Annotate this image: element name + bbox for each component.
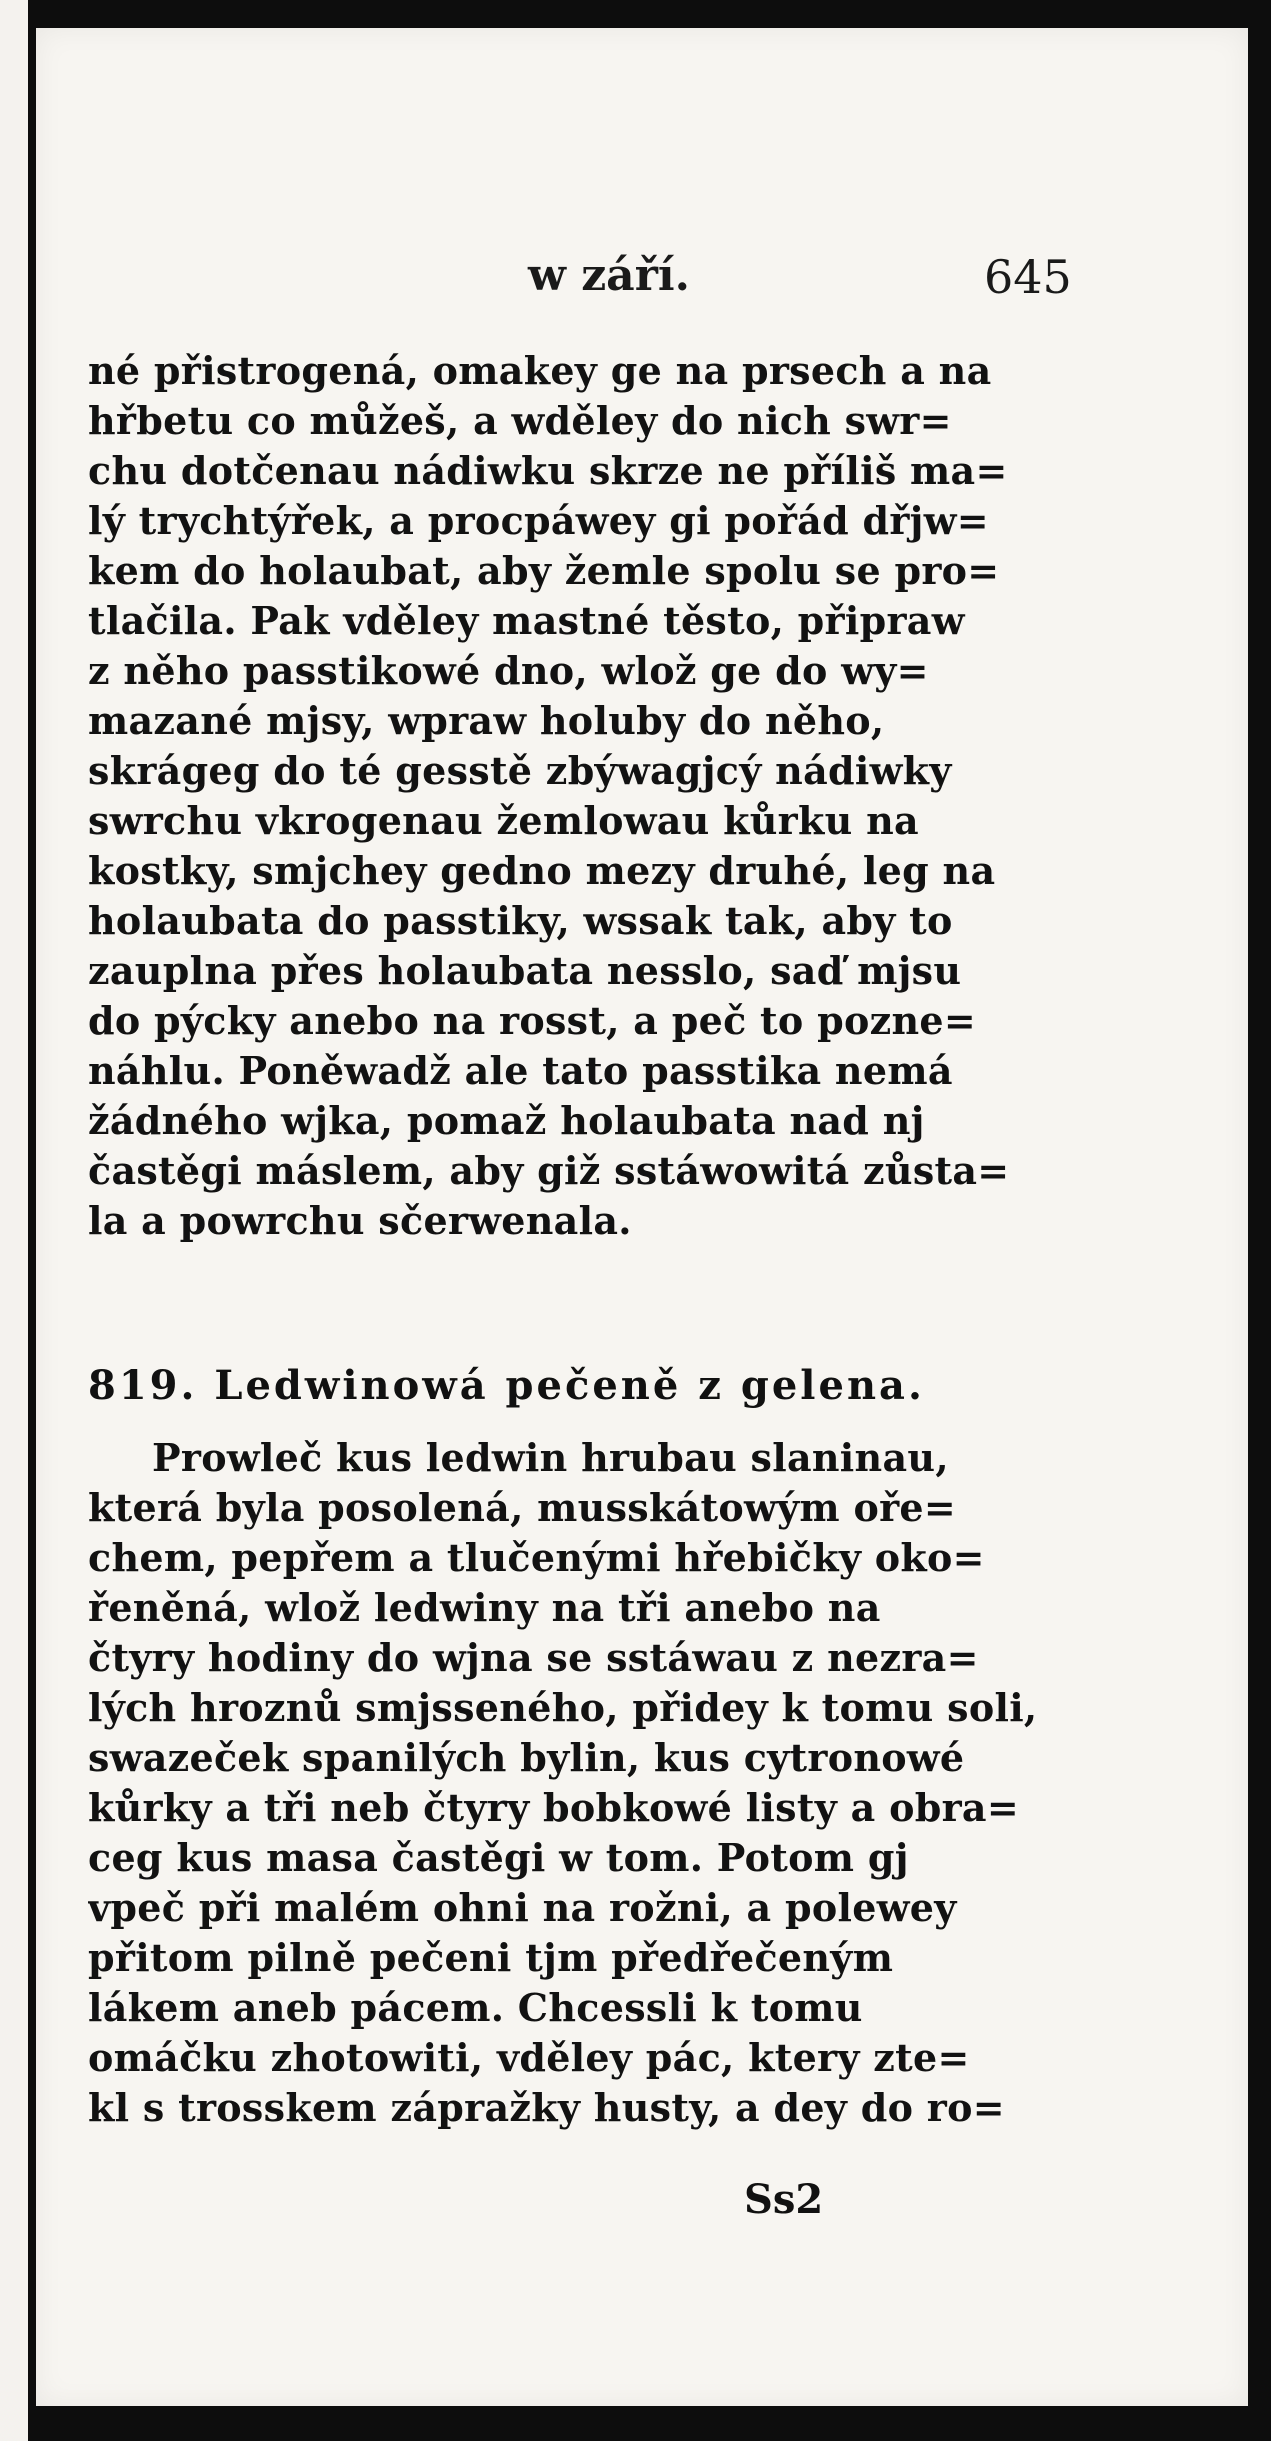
running-title: w září. bbox=[528, 250, 690, 301]
text-line: chu dotčenau nádiwku skrze ne příliš ma= bbox=[88, 448, 1008, 493]
paragraph-2 bbox=[88, 1433, 1093, 2133]
text-line: kl s trosskem zápražky husty, a dey do ro= bbox=[88, 2085, 1005, 2130]
text-line: žádného wjka, pomaž holaubata nad nj bbox=[88, 1098, 925, 1143]
text-line: která byla posolená, musskátowým oře= bbox=[88, 1485, 957, 1530]
catchword-signature: Ss2 bbox=[744, 2176, 824, 2223]
text-line: do pýcky anebo na rosst, a peč to pozne= bbox=[88, 998, 977, 1043]
facing-page-edge bbox=[0, 0, 28, 2441]
text-line: chem, pepřem a tlučenými hřebičky oko= bbox=[88, 1535, 985, 1580]
text-line: omáčku zhotowiti, vděley pác, ktery zte= bbox=[88, 2035, 970, 2080]
text-line: skrágeg do té gesstě zbýwagjcý nádiwky bbox=[88, 748, 952, 793]
text-line: lý trychtýřek, a procpáwey gi pořád dřjw= bbox=[88, 498, 989, 543]
text-line: zauplna přes holaubata nesslo, saď mjsu bbox=[88, 948, 962, 993]
book-page bbox=[36, 28, 1248, 2406]
text-line: kostky, smjchey gedno mezy druhé, leg na bbox=[88, 848, 996, 893]
paragraph-1 bbox=[88, 346, 1093, 1246]
text-line: náhlu. Poněwadž ale tato passtika nemá bbox=[88, 1048, 953, 1093]
text-line: swazeček spanilých bylin, kus cytronowé bbox=[88, 1735, 965, 1780]
text-line: tlačila. Pak vděley mastné těsto, připraw bbox=[88, 598, 965, 643]
text-line: lých hroznů smjsseného, přidey k tomu soli, bbox=[88, 1685, 1038, 1730]
text-line: hřbetu co můžeš, a wděley do nich swr= bbox=[88, 398, 952, 443]
text-line: lákem aneb pácem. Chcessli k tomu bbox=[88, 1985, 863, 2030]
page-number: 645 bbox=[984, 250, 1072, 304]
text-line: Prowleč kus ledwin hrubau slaninau, bbox=[152, 1435, 949, 1480]
text-line: la a powrchu sčerwenala. bbox=[88, 1198, 632, 1243]
text-line: z něho passtikowé dno, wlož ge do wy= bbox=[88, 648, 929, 693]
text-line: mazané mjsy, wpraw holuby do něho, bbox=[88, 698, 885, 743]
text-line: holaubata do passtiky, wssak tak, aby to bbox=[88, 898, 953, 943]
recipe-heading: 819. Ledwinowá pečeně z gelena. bbox=[88, 1362, 925, 1409]
text-line: řeněná, wlož ledwiny na tři anebo na bbox=[88, 1585, 881, 1630]
text-line: né přistrogená, omakey ge na prsech a na bbox=[88, 348, 992, 393]
text-line: častěgi máslem, aby giž sstáwowitá zůsta= bbox=[88, 1148, 1010, 1193]
text-line: vpeč při malém ohni na rožni, a polewey bbox=[88, 1885, 957, 1930]
text-line: čtyry hodiny do wjna se sstáwau z nezra= bbox=[88, 1635, 979, 1680]
text-line: kůrky a tři neb čtyry bobkowé listy a obra= bbox=[88, 1785, 1019, 1830]
text-line: kem do holaubat, aby žemle spolu se pro= bbox=[88, 548, 1000, 593]
text-line: přitom pilně pečeni tjm předřečeným bbox=[88, 1935, 894, 1980]
text-line: swrchu vkrogenau žemlowau kůrku na bbox=[88, 798, 919, 843]
text-line: ceg kus masa častěgi w tom. Potom gj bbox=[88, 1835, 909, 1880]
